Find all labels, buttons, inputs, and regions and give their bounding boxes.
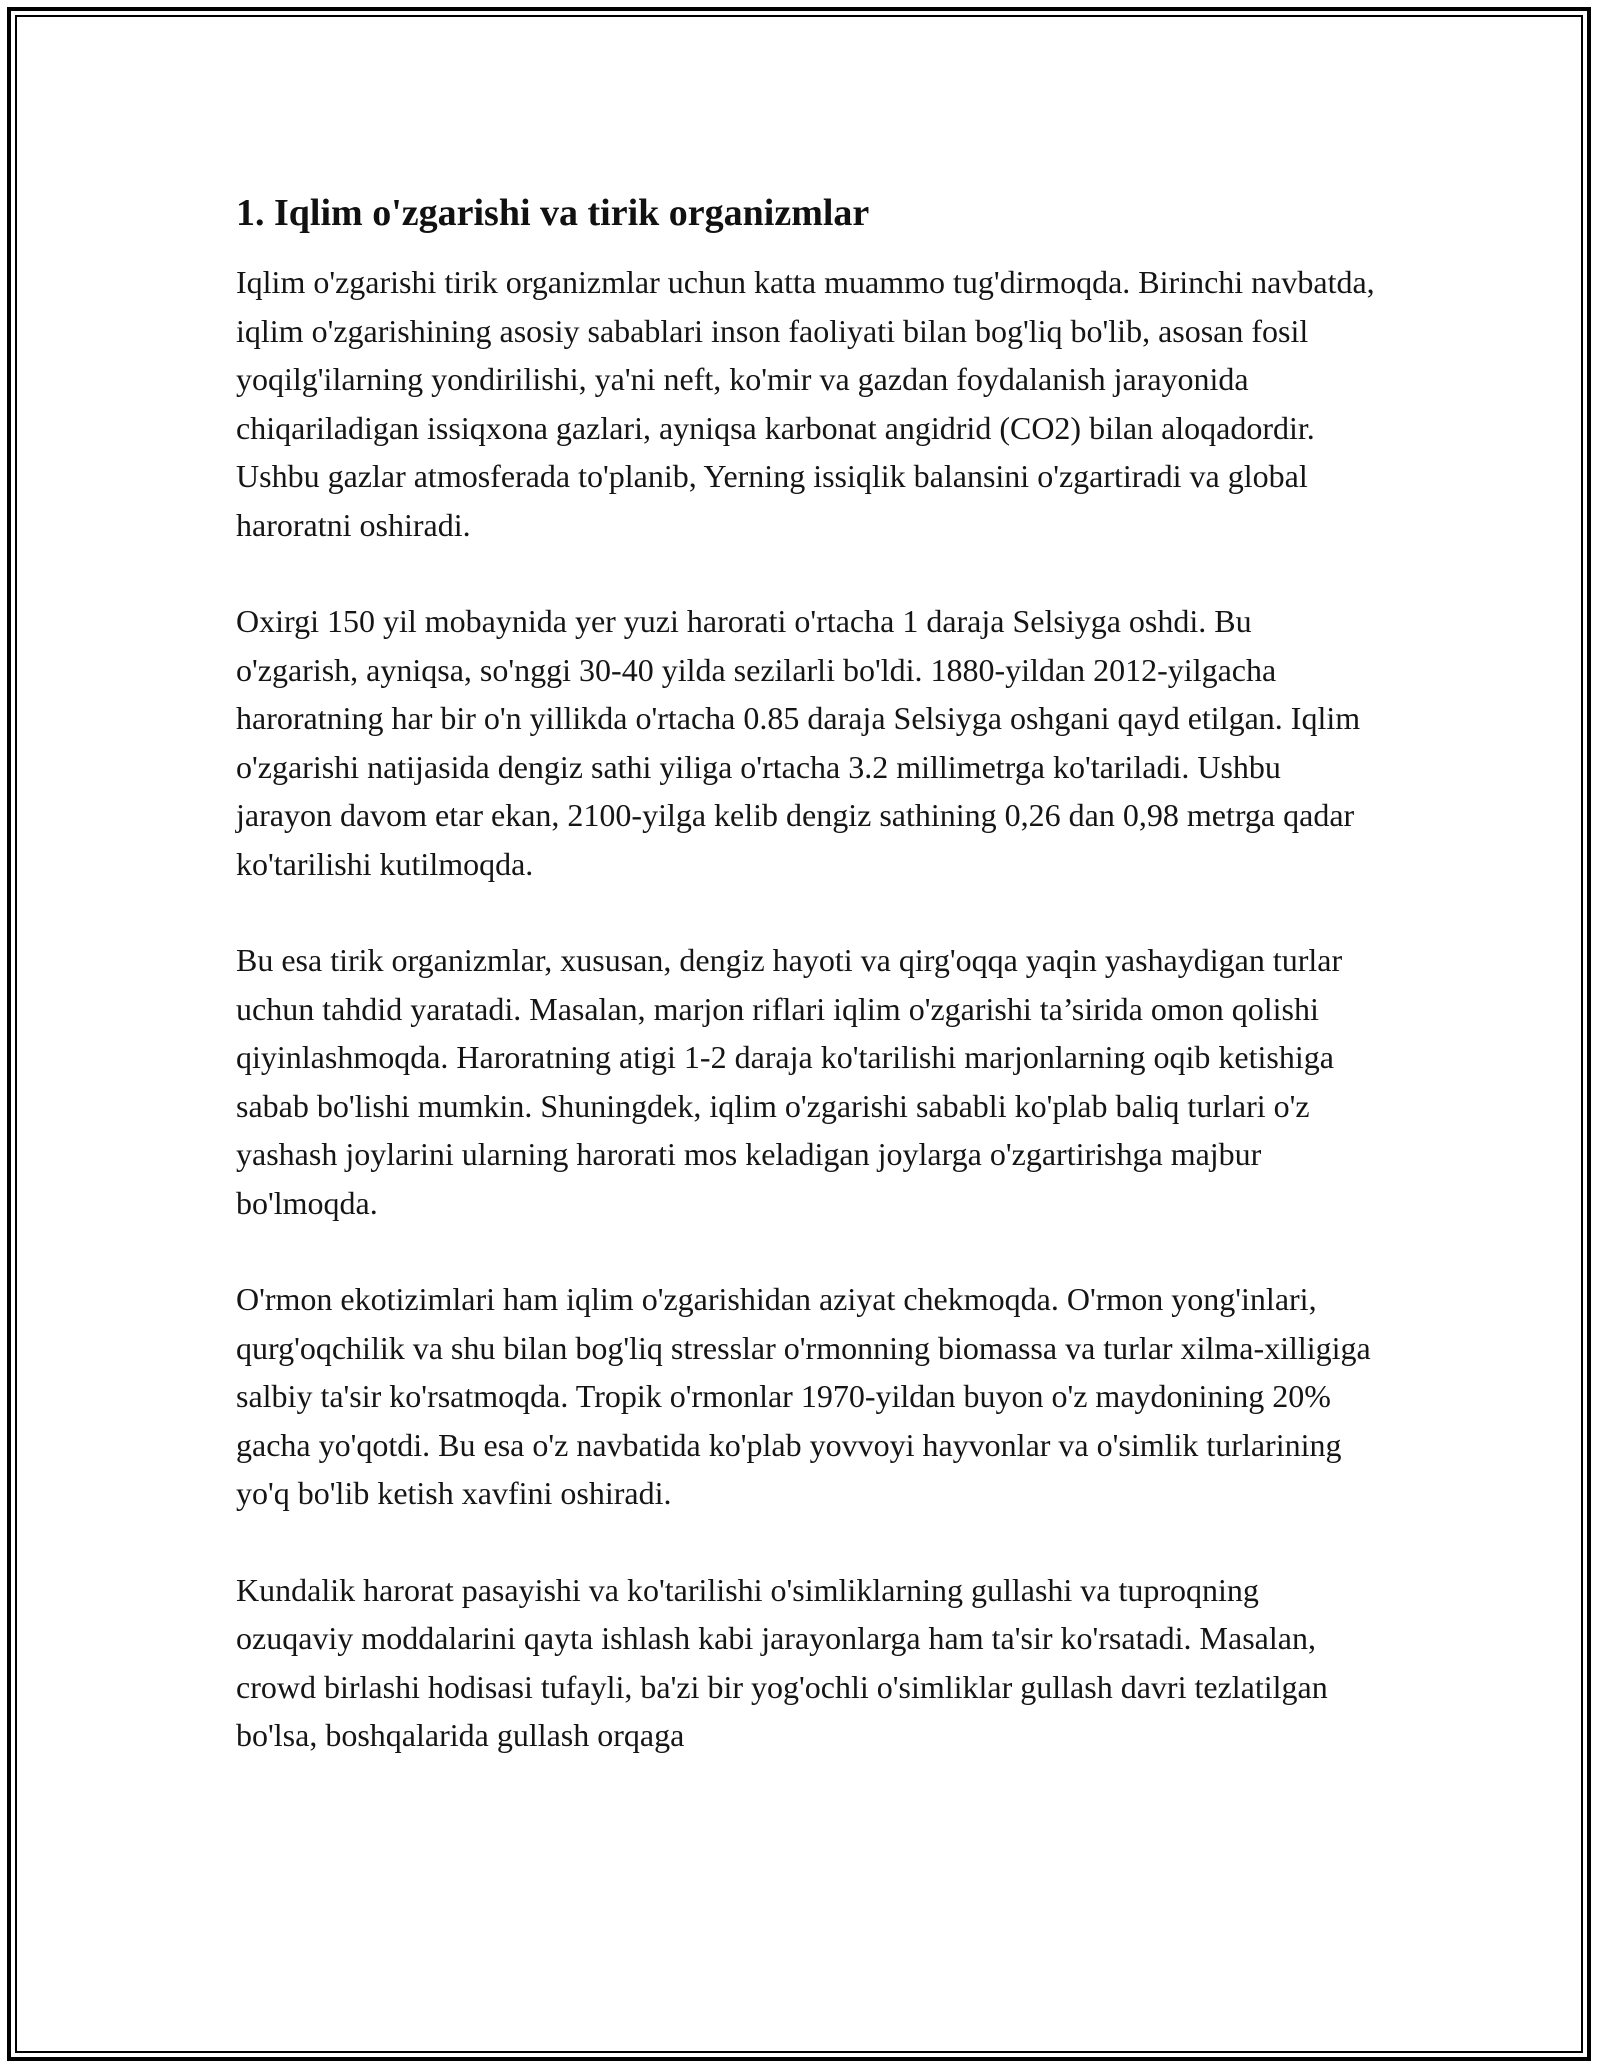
paragraph-1: Iqlim o'zgarishi tirik organizmlar uchun katta muammo tug'dirmoqda. Birinchi navbatda, iqlim o'zgarishining asosiy sabablari inson faoliyati bilan bog'liq bo'lib, asosan fosil yoqilg'ilarning yondirilishi, ya'ni neft, ko'mir va gazdan foydalanish jarayonida chiqariladigan issiqxona gazlari, ayniqsa karbonat angidrid (CO2) bilan aloqadordir. Ushbu gazlar atmosferada to'planib, Yerning issiqlik balansini o'zgartiradi va global haroratni oshiradi. [236,264,1375,543]
section-heading: 1. Iqlim o'zgarishi va tirik organizmlar [236,192,870,234]
paragraph-4: O'rmon ekotizimlari ham iqlim o'zgarishidan aziyat chekmoqda. O'rmon yong'inlari, qurg'oqchilik va shu bilan bog'liq stresslar o'rmonning biomassa va turlar xilma-xilligiga salbiy ta'sir ko'rsatmoqda. Tropik o'rmonlar 1970-yildan buyon o'z maydonining 20% gacha yo'qotdi. Bu esa o'z navbatida ko'plab yovvoyi hayvonlar va o'simlik turlarining yo'q bo'lib ketish xavfini oshiradi. [236,1281,1371,1511]
paragraph-2: Oxirgi 150 yil mobaynida yer yuzi harorati o'rtacha 1 daraja Selsiyga oshdi. Bu o'zgarish, ayniqsa, so'nggi 30-40 yilda sezilarli bo'ldi. 1880-yildan 2012-yilgacha haroratning har bir o'n yillikda o'rtacha 0.85 daraja Selsiyga oshgani qayd etilgan. Iqlim o'zgarishi natijasida dengiz sathi yiliga o'rtacha 3.2 millimetrga ko'tariladi. Ushbu jarayon davom etar ekan, 2100-yilga kelib dengiz sathining 0,26 dan 0,98 metrga qadar ko'tarilishi kutilmoqda. [236,603,1361,882]
document-body [236,188,1376,1808]
paragraph-5: Kundalik harorat pasayishi va ko'tarilishi o'simliklarning gullashi va tuproqning ozuqaviy moddalarini qayta ishlash kabi jarayonlarga ham ta'sir ko'rsatadi. Masalan, crowd birlashi hodisasi tufayli, ba'zi bir yog'ochli o'simliklar gullash davri tezlatilgan bo'lsa, boshqalarida gullash orqaga [236,1571,1328,1753]
paragraph-3: Bu esa tirik organizmlar, xususan, dengiz hayoti va qirg'oqqa yaqin yashaydigan turlar uchun tahdid yaratadi. Masalan, marjon riflari iqlim o'zgarishi ta’sirida omon qolishi qiyinlashmoqda. Haroratning atigi 1-2 daraja ko'tarilishi marjonlarning oqib ketishiga sabab bo'lishi mumkin. Shuningdek, iqlim o'zgarishi sababli ko'plab baliq turlari o'z yashash joylarini ularning harorati mos keladigan joylarga o'zgartirishga majbur bo'lmoqda. [236,942,1343,1221]
